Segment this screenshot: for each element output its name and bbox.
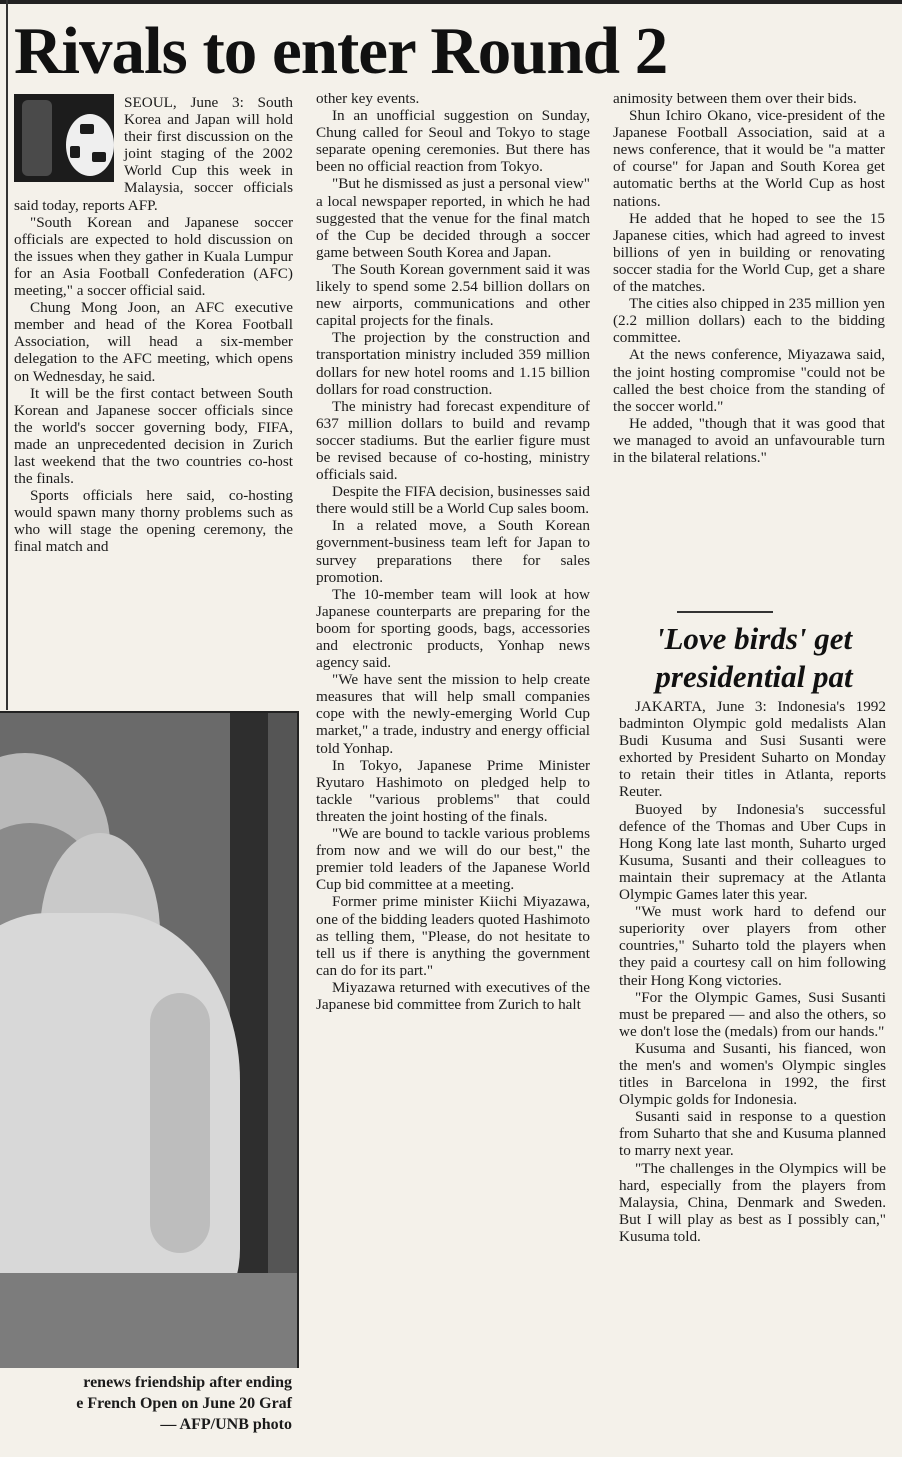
article1-paragraph: At the news conference, Miyazawa said, the joint hosting compromise "could not be called the best choice from the standing of the soccer world."	[613, 346, 885, 415]
article1-paragraph: Chung Mong Joon, an AFC executive member and head of the Korea Football Association, will head a six-member delegation to the AFC meeting, which opens on Wednesday, he said.	[14, 299, 293, 385]
article2-paragraph: Buoyed by Indonesia's successful defence of the Thomas and Uber Cups in Hong Kong late last month, Suharto urged Kusuma, Susanti and their colleagues to maintain their supremacy at the Atlanta Olympic Games later this year.	[619, 800, 886, 904]
article1-paragraph: The South Korean government said it was likely to spend some 2.54 billion dollars on new airports, communications and other capital projects for the finals.	[316, 260, 590, 330]
article1-column-3	[613, 90, 885, 610]
caption-credit: — AFP/UNB photo	[160, 1416, 292, 1433]
news-photo	[0, 711, 299, 1368]
left-column-rule	[6, 0, 8, 710]
article1-paragraph: "We are bound to tackle various problems from now and we will do our best," the premier told leaders of the Japanese World Cup bid committee at a meeting.	[316, 825, 590, 894]
article1-paragraph: "We have sent the mission to help create measures that will help small companies cope with the newly-emerging World Cup market," a trade, industry and energy official told Yonhap.	[316, 671, 590, 757]
article1-paragraph: The projection by the construction and transportation ministry included 359 million dollars for new hotel rooms and 1.15 billion dollars for road construction.	[316, 329, 590, 398]
soccer-ball-icon	[66, 114, 114, 176]
article1-paragraph: The 10-member team will look at how Japanese counterparts are preparing for the boom for sporting goods, bags, accessories and electronic products, Yonhap news agency said.	[316, 585, 590, 672]
article2-headline: 'Love birds' get presidential pat	[655, 621, 853, 694]
article1-paragraph: Shun Ichiro Okano, vice-president of the Japanese Football Association, said at a news conference, that it would be "a matter of course" for Japan and South Korea get automatic berths at the World Cup as host nations.	[613, 107, 885, 210]
caption-line: e French Open on June 20 Graf	[76, 1395, 292, 1412]
article1-paragraph: Miyazawa returned with executives of the Japanese bid committee from Zurich to halt	[316, 978, 590, 1013]
article1-paragraph: The ministry had forecast expenditure of 637 million dollars to build and revamp soccer stadiums. But the earlier figure must be revised because of co-hosting, ministry officials said.	[316, 397, 590, 484]
article2-paragraph: Kusuma and Susanti, his fianced, won the men's and women's Olympic singles titles in Barcelona in 1992, the first Olympic golds for Indonesia.	[619, 1039, 886, 1109]
article2-paragraph: Susanti said in response to a question from Suharto that she and Kusuma planned to marry next year.	[619, 1108, 886, 1160]
article1-column-2	[316, 90, 590, 1446]
article2-paragraph: "The challenges in the Olympics will be hard, especially from the players from Malaysia, China, Denmark and Sweden. But I will play as best as I possibly can," Kusuma told.	[619, 1159, 886, 1245]
top-rule	[0, 0, 902, 4]
article2-body	[619, 698, 886, 1446]
article1-paragraph: In Tokyo, Japanese Prime Minister Ryutaro Hashimoto on pledged help to tackle "various problems" that could threaten the joint hosting of the finals.	[316, 756, 590, 825]
article1-paragraph: animosity between them over their bids.	[613, 90, 857, 107]
article1-paragraph: In a related move, a South Korean government-business team left for Japan to survey preparations there for sales promotion.	[316, 517, 590, 586]
article1-paragraph: Former prime minister Kiichi Miyazawa, one of the bidding leaders quoted Hashimoto as telling them, "Please, do not hesitate to tell us if there is anything the government can do for its part."	[316, 893, 590, 979]
article2-paragraph: "For the Olympic Games, Susi Susanti must be prepared — and also the others, so we don't lose the (medals) from our hands."	[619, 988, 886, 1040]
section-divider	[677, 611, 773, 613]
article1-paragraph: It will be the first contact between South Korean and Japanese soccer officials since the world's soccer governing body, FIFA, made an unprecedented decision in Zurich last weekend that the two countries co-host the finals.	[14, 384, 293, 488]
article1-paragraph: Sports officials here said, co-hosting would spawn many thorny problems such as who will stage the opening ceremony, the final match and	[14, 487, 293, 556]
headline: Rivals to enter Round 2	[14, 14, 668, 88]
soccer-ball-thumbnail	[14, 94, 114, 182]
article1-paragraph: SEOUL, June 3: South Korea and Japan will hold their first discussion on the joint staging of the 2002 World Cup this week in Malaysia, soccer officials said today, reports AFP.	[14, 94, 293, 214]
photo-caption	[0, 1372, 292, 1435]
article1-paragraph: "But he dismissed as just a personal view" a local newspaper reported, in which he had suggested that the venue for the final match of the Cup be decided through a soccer game between South Korea and Japan.	[316, 175, 590, 261]
caption-line: renews friendship after ending	[83, 1374, 292, 1391]
article2-paragraph: JAKARTA, June 3: Indonesia's 1992 badminton Olympic gold medalists Alan Budi Kusuma and Susi Susanti were exhorted by President Suharto on Monday to retain their titles in Atlanta, reports Reuter.	[619, 698, 886, 801]
article1-paragraph: He added that he hoped to see the 15 Japanese cities, which had agreed to invest billions of yen in building or renovating soccer stadia for the World Cup, get a share of the matches.	[613, 209, 885, 296]
article1-column-1	[14, 94, 293, 698]
article1-paragraph: Despite the FIFA decision, businesses said there would still be a World Cup sales boom.	[316, 483, 590, 518]
article1-paragraph: In an unofficial suggestion on Sunday, Chung called for Seoul and Tokyo to stage separate opening ceremonies. But there has been no official reaction from Tokyo.	[316, 107, 590, 176]
article1-paragraph: "South Korean and Japanese soccer officials are expected to hold discussion on the issues when they gather in Kuala Lumpur for an Asia Football Confederation (AFC) meeting," a soccer official said.	[14, 213, 293, 300]
article1-paragraph: He added, "though that it was good that we managed to avoid an unfavourable turn in the bilateral relations."	[613, 414, 885, 466]
article2-paragraph: "We must work hard to defend our superiority over players from other countries," Suharto told the players when they paid a courtesy call on him following their Hong Kong victories.	[619, 903, 886, 989]
article1-paragraph: other key events.	[316, 90, 420, 107]
article1-paragraph: The cities also chipped in 235 million yen (2.2 million dollars) each to the bidding committee.	[613, 295, 885, 347]
